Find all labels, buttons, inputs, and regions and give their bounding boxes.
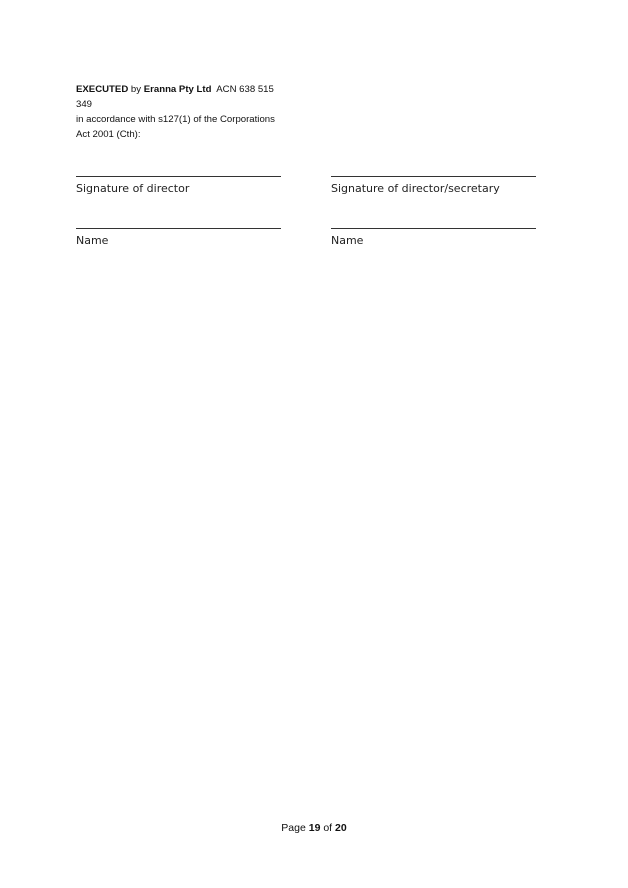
director-signature-line <box>76 176 281 177</box>
director-name-line <box>76 228 281 229</box>
execution-line-3: Act 2001 (Cth): <box>76 129 141 140</box>
of-word: of <box>323 822 333 834</box>
current-page-number: 19 <box>308 822 321 834</box>
secretary-name-line <box>331 228 536 229</box>
company-acn: ACN 638 515 349 <box>76 84 274 110</box>
execution-line-2: in accordance with s127(1) of the Corporations <box>76 114 275 125</box>
total-pages-number: 20 <box>335 822 347 834</box>
execution-line-1 <box>76 82 291 112</box>
secretary-name-label: Name <box>331 234 364 247</box>
secretary-signature-label: Signature of director/secretary <box>331 182 500 195</box>
director-name-label: Name <box>76 234 109 247</box>
company-name: Eranna Pty Ltd <box>143 84 212 95</box>
execution-clause <box>76 82 291 142</box>
secretary-signature-line <box>331 176 536 177</box>
by-word: by <box>130 84 142 95</box>
page-footer <box>0 822 628 834</box>
executed-word: EXECUTED <box>76 84 129 95</box>
director-signature-label: Signature of director <box>76 182 190 195</box>
page-word: Page <box>281 822 306 834</box>
